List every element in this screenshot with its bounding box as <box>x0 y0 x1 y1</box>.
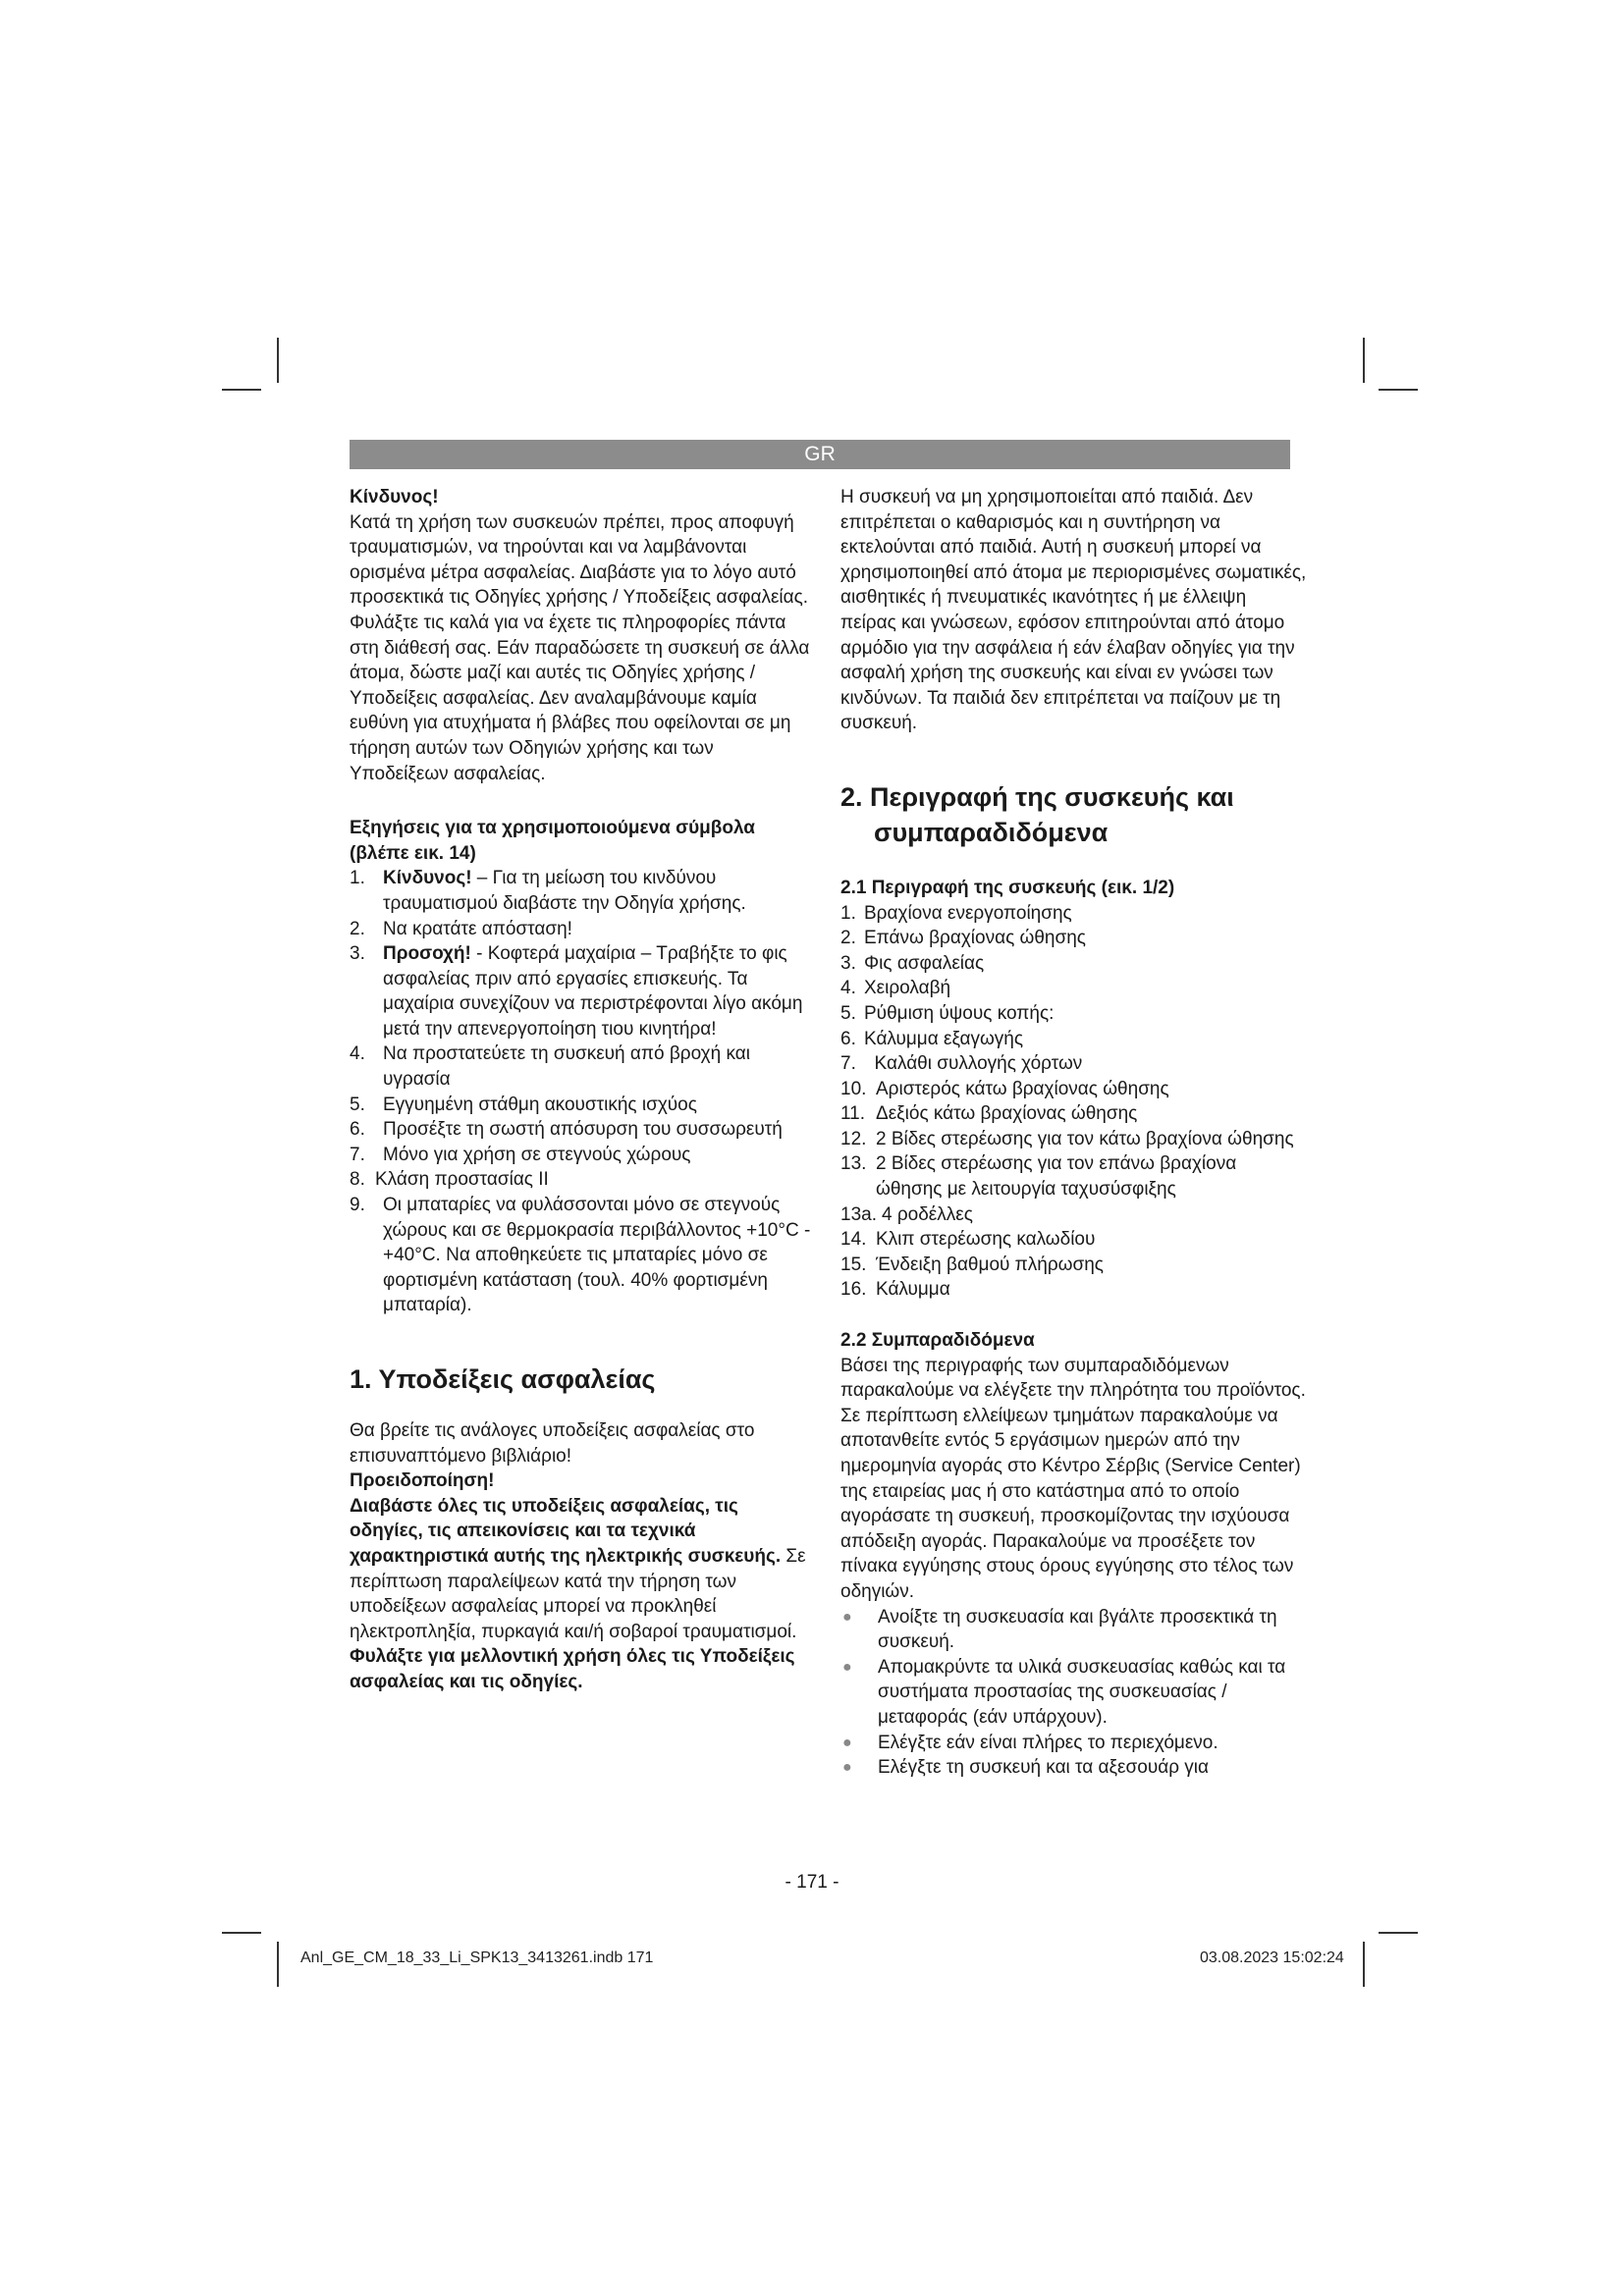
bullet-dot-icon: ● <box>842 1608 852 1626</box>
part-number: 13a. <box>840 1203 877 1225</box>
part-text: Κάλυμμα <box>876 1279 950 1301</box>
symbol-number: 9. <box>350 1195 365 1216</box>
part-text: Φις ασφαλείας <box>864 952 985 974</box>
crop-mark <box>277 338 279 383</box>
part-item <box>840 1101 1307 1127</box>
bullet-item <box>840 1655 1307 1731</box>
section-1-title: 1. Υποδείξεις ασφαλείας <box>350 1364 656 1394</box>
warning-bold-text: Διαβάστε όλες τις υποδείξεις ασφαλείας, τις οδηγίες, τις απεικονίσεις και τα τεχνικά χαρακτηριστικά αυτής της ηλεκτρικής συσκευής. <box>350 1495 782 1567</box>
symbol-bold: Προσοχή! <box>383 943 471 965</box>
part-text: Ρύθμιση ύψους κοπής: <box>864 1002 1055 1024</box>
part-text: 4 ροδέλλες <box>882 1203 973 1225</box>
crop-mark <box>1379 389 1418 391</box>
symbol-number: 1. <box>350 868 365 889</box>
symbol-item <box>350 1193 816 1318</box>
danger-title: Κίνδυνος! <box>350 487 439 507</box>
symbol-number: 4. <box>350 1043 365 1065</box>
part-item <box>840 1227 1307 1253</box>
symbol-item <box>350 941 816 1041</box>
symbol-number: 2. <box>350 918 365 939</box>
part-number: 5. <box>840 1002 856 1024</box>
bullet-dot-icon: ● <box>842 1759 852 1777</box>
symbol-text: Οι μπαταρίες να φυλάσσονται μόνο σε στεγνούς χώρους και σε θερμοκρασία περιβάλλοντος +10°C - +40°C. Να αποθηκεύετε τις μπαταρίες μόνο σε φορτισμένη κατάσταση (τουλ. 40% φορτισμένη μπαταρία). <box>383 1195 811 1316</box>
symbol-number: 8. <box>350 1169 365 1191</box>
part-text: Χειρολαβή <box>864 978 951 999</box>
part-number: 16. <box>840 1279 867 1301</box>
crop-mark <box>222 1932 261 1934</box>
crop-mark <box>277 1942 279 1987</box>
part-number: 1. <box>840 902 856 924</box>
danger-paragraph: Κατά τη χρήση των συσκευών πρέπει, προς αποφυγή τραυματισμών, να τηρούνται και να λαμβάνονται ορισμένα μέτρα ασφαλείας. Διαβάστε για το λόγο αυτό προσεκτικά τις Οδηγίες χρήσης / Υποδείξεις ασφαλείας. Φυλάξτε τις καλά για να έχετε τις πληροφορίες πάντα στη διάθεσή σας. Εάν παραδώσετε τη συσκευή σε άλλα άτομα, δώστε μαζί και αυτές τις Οδηγίες χρήσης / Υποδείξεις ασφαλείας. Δεν αναλαμβάνουμε καμία ευθύνη για ατυχήματα ή βλάβες που οφείλονται σε μη τήρηση αυτών των Οδηγιών χρήσης και των Υποδείξεων ασφαλείας. <box>350 511 810 784</box>
bullet-item <box>840 1731 1307 1756</box>
bullet-text: Ελέγξτε εάν είναι πλήρες το περιεχόμενο. <box>878 1732 1218 1753</box>
part-text: Κλιπ στερέωσης καλωδίου <box>876 1229 1096 1251</box>
part-number: 4. <box>840 978 856 999</box>
page-number: - 171 - <box>785 1872 839 1893</box>
part-item <box>840 951 1307 977</box>
part-text: Βραχίονα ενεργοποίησης <box>864 902 1072 924</box>
part-text: Καλάθι συλλογής χόρτων <box>864 1053 1083 1075</box>
warning-title: Προειδοποίηση! <box>350 1470 495 1492</box>
bullet-text: Απομακρύντε τα υλικά συσκευασίας καθώς και τα συστήματα προστασίας της συσκευασίας / μεταφοράς (εάν υπάρχουν). <box>878 1656 1286 1728</box>
crop-mark <box>222 389 261 391</box>
part-item <box>840 926 1307 951</box>
symbol-text: - Κοφτερά μαχαίρια – Τραβήξτε το φις ασφαλείας πριν από εργασίες επισκευής. Τα μαχαίρια συνεχίζουν να περιστρέφονται λίγο ακόμη μετά την απενεργοποίηση τιου κινητήρα! <box>383 943 803 1040</box>
section-2-title-line-2: συμπαραδιδόμενα <box>874 817 1109 847</box>
symbol-text: Κλάση προστασίας II <box>375 1169 549 1191</box>
symbol-item <box>350 866 816 916</box>
section-2-title-line-1: 2. Περιγραφή της συσκευής και <box>840 781 1234 812</box>
symbol-text: Εγγυημένη στάθμη ακουστικής ισχύος <box>383 1094 697 1115</box>
symbol-item <box>350 1041 816 1092</box>
keep-instructions-note: Φυλάξτε για μελλοντική χρήση όλες τις Υποδείξεις ασφαλείας και τις οδηγίες. <box>350 1646 795 1692</box>
crop-mark <box>1363 1942 1365 1987</box>
symbol-text: Να κρατάτε απόσταση! <box>383 918 572 939</box>
part-item <box>840 1253 1307 1278</box>
part-text: Επάνω βραχίονας ώθησης <box>864 928 1086 949</box>
part-text: Αριστερός κάτω βραχίονας ώθησης <box>876 1078 1169 1099</box>
part-item <box>840 1027 1307 1052</box>
crop-mark <box>1379 1932 1418 1934</box>
part-number: 13. <box>840 1153 867 1175</box>
part-number: 10. <box>840 1078 867 1099</box>
part-number: 2. <box>840 928 856 949</box>
part-number: 14. <box>840 1229 867 1251</box>
symbols-list <box>350 866 816 1318</box>
footer-file-name: Anl_GE_CM_18_33_Li_SPK13_3413261.indb 171 <box>300 1949 654 1966</box>
part-text: Ένδειξη βαθμού πλήρωσης <box>876 1254 1104 1275</box>
part-number: 12. <box>840 1128 867 1149</box>
language-code: GR <box>804 443 836 465</box>
bullet-dot-icon: ● <box>842 1658 852 1676</box>
scope-of-delivery-paragraph: Βάσει της περιγραφής των συμπαραδιδόμενων παρακαλούμε να ελέγξετε την πληρότητα του προϊόντος. Σε περίπτωση ελλείψεων τμημάτων παρακαλούμε να αποτανθείτε εντός 5 εργάσιμων ημερών από την ημερομηνία αγοράς στο Κέντρο Σέρβις (Service Center) της εταιρείας μας ή στο κατάστημα από το οποίο αγοράσατε τη συσκευή, προσκομίζοντας την ισχύουσα απόδειξη αγοράς. Παρακαλούμε να προσέξετε τον πίνακα εγγύησης στους όρους εγγύησης στο τέλος των οδηγιών. <box>840 1355 1306 1602</box>
symbol-item <box>350 1093 816 1118</box>
language-header-bar <box>350 440 1290 469</box>
left-column <box>350 485 816 1695</box>
symbols-title: Εξηγήσεις για τα χρησιμοποιούμενα σύμβολα (βλέπε εικ. 14) <box>350 818 755 864</box>
part-item <box>840 901 1307 927</box>
parts-list <box>840 901 1307 1304</box>
symbol-item <box>350 1167 816 1193</box>
section-2-title <box>840 779 1307 850</box>
symbol-number: 5. <box>350 1094 365 1115</box>
symbol-text: Να προστατεύετε τη συσκευή από βροχή και υγρασία <box>383 1043 750 1091</box>
part-item <box>840 1077 1307 1102</box>
bullet-item <box>840 1755 1307 1781</box>
warning-paragraph <box>350 1494 816 1645</box>
part-item <box>840 1202 1307 1228</box>
symbol-item <box>350 917 816 942</box>
part-number: 7. <box>840 1053 856 1075</box>
symbol-text: – Για τη μείωση του κινδύνου τραυματισμού διαβάστε την Οδηγία χρήσης. <box>383 868 746 914</box>
part-item <box>840 1127 1307 1152</box>
subsection-2-1-title: 2.1 Περιγραφή της συσκευής (εικ. 1/2) <box>840 877 1175 898</box>
part-text: 2 Βίδες στερέωσης για τον επάνω βραχίονα ώθησης με λειτουργία ταχυσύσφιξης <box>876 1153 1237 1201</box>
subsection-2-2-title: 2.2 Συμπαραδιδόμενα <box>840 1330 1035 1352</box>
part-item <box>840 1001 1307 1027</box>
part-text: Κάλυμμα εξαγωγής <box>864 1028 1024 1049</box>
symbol-item <box>350 1117 816 1143</box>
part-text: 2 Βίδες στερέωσης για τον κάτω βραχίονα ώθησης <box>876 1128 1294 1149</box>
footer-datetime: 03.08.2023 15:02:24 <box>1200 1949 1344 1966</box>
part-number: 3. <box>840 952 856 974</box>
symbol-number: 7. <box>350 1144 365 1165</box>
unpacking-bullets <box>840 1605 1307 1781</box>
part-item <box>840 976 1307 1001</box>
part-item <box>840 1151 1307 1201</box>
bullet-item <box>840 1605 1307 1655</box>
symbol-text: Προσέξτε τη σωστή απόσυρση του συσσωρευτή <box>383 1119 783 1141</box>
part-number: 15. <box>840 1254 867 1275</box>
part-number: 11. <box>840 1103 866 1125</box>
part-text: Δεξιός κάτω βραχίονας ώθησης <box>876 1103 1138 1125</box>
symbol-bold: Κίνδυνος! <box>383 868 472 889</box>
part-number: 6. <box>840 1028 856 1049</box>
part-item <box>840 1277 1307 1303</box>
symbol-text: Μόνο για χρήση σε στεγνούς χώρους <box>383 1144 691 1165</box>
symbol-number: 3. <box>350 943 365 965</box>
crop-mark <box>1363 338 1365 383</box>
right-column <box>840 485 1307 1781</box>
children-paragraph: Η συσκευή να μη χρησιμοποιείται από παιδιά. Δεν επιτρέπεται ο καθαρισμός και η συντήρηση να εκτελούνται από παιδιά. Αυτή η συσκευή μπορεί να χρησιμοποιηθεί από άτομα με περιορισμένες σωματικές, αισθητικές ή πνευματικές ικανότητες ή με έλλειψη πείρας και γνώσεων, εφόσον επιτηρούνται από άτομο αρμόδιο για την ασφάλεια ή εάν έλαβαν οδηγίες για την ασφαλή χρήση της συσκευής και είναι εν γνώσει των κινδύνων. Τα παιδιά δεν επιτρέπεται να παίζουν με τη συσκευή. <box>840 487 1307 734</box>
part-item <box>840 1051 1307 1077</box>
warning-text: Σε περίπτωση παραλείψεων κατά την τήρηση των υποδείξεων ασφαλείας μπορεί να προκληθεί ηλεκτροπληξία, πυρκαγιά και/ή σοβαροί τραυματισμοί. <box>350 1545 806 1642</box>
section-1-intro: Θα βρείτε τις ανάλογες υποδείξεις ασφαλείας στο επισυναπτόμενο βιβλιάριο! <box>350 1420 755 1467</box>
bullet-text: Ανοίξτε τη συσκευασία και βγάλτε προσεκτικά τη συσκευή. <box>878 1606 1277 1653</box>
symbol-number: 6. <box>350 1119 365 1141</box>
symbol-item <box>350 1143 816 1168</box>
bullet-dot-icon: ● <box>842 1734 852 1751</box>
bullet-text: Ελέγξτε τη συσκευή και τα αξεσουάρ για <box>878 1757 1209 1779</box>
